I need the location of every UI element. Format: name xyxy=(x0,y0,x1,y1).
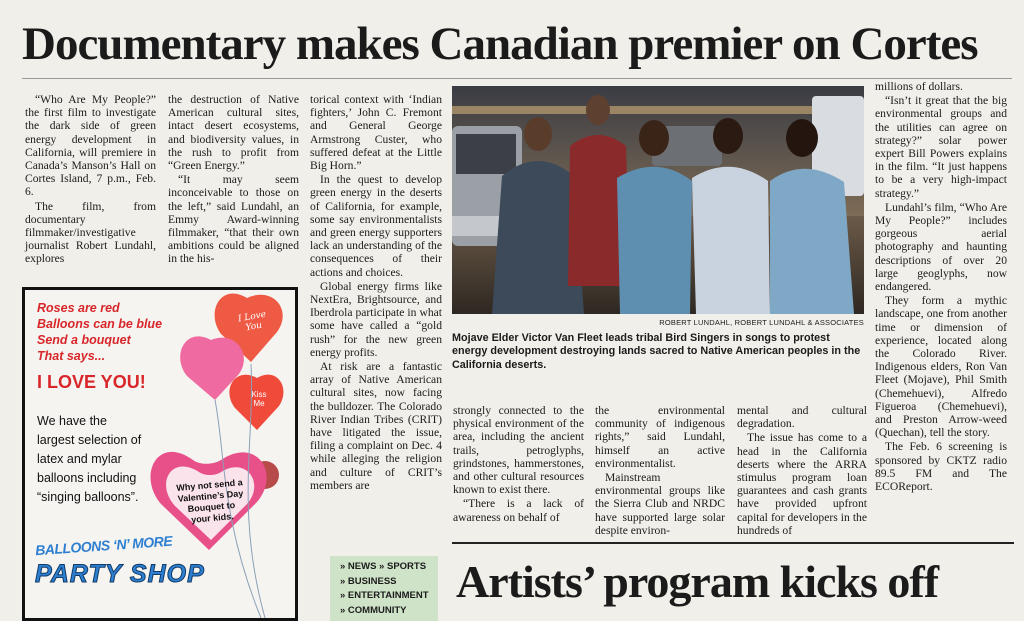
ad-poem-line: Send a bouquet xyxy=(37,333,131,347)
paragraph: mental and cultural degradation. xyxy=(737,404,867,431)
paragraph: “Who Are My People?” the first film to investigate the dark side of green energy development in California, will premiere in Canada’s Manson’s Hall on Cortes Island, 7 p.m., Feb. 6. xyxy=(25,93,156,199)
shop-logo xyxy=(34,532,215,610)
ad-body-line: We have the xyxy=(37,414,107,428)
divider xyxy=(452,542,1014,544)
ad-love-text: I LOVE YOU! xyxy=(37,372,146,392)
balloon-text: Kiss Me xyxy=(251,390,267,408)
logo-bottom-text: PARTY SHOP xyxy=(35,560,205,588)
paragraph: “Isn’t it great that the big environmental groups and the utilities can agree on strategy?” solar power expert Bill Powers explains in the film. “It just happens to be a very high-impact strategy.” xyxy=(875,94,1007,200)
photo-credit: ROBERT LUNDAHL, ROBERT LUNDAHL & ASSOCIATES xyxy=(659,318,864,327)
divider xyxy=(22,78,1012,79)
paragraph: They form a mythic landscape, one from another time or dimension of experience, located along the Colorado River. Indigenous elders, Ron Van Fleet (Mojave), Phil Smith (Chemehuevi), Alfredo Figueroa (Chemehuevi), and Preston Arrow-weed (Quechan), tell the story. xyxy=(875,294,1007,440)
article-column-7 xyxy=(875,80,1007,494)
ad-body-line: largest selection of xyxy=(37,433,142,447)
paragraph: In the quest to develop green energy in the deserts of California, for example, some say environmentalists and green energy supporters lack an understanding of the consequences of their actions and choices. xyxy=(310,173,442,279)
article-column-4 xyxy=(453,404,584,525)
article-column-1 xyxy=(25,93,156,267)
section-item[interactable]: » BUSINESS xyxy=(340,575,397,587)
ad-poem-line: Roses are red xyxy=(37,301,120,315)
balloon-text: I Love You xyxy=(237,309,267,334)
headline: Documentary makes Canadian premier on Cortes xyxy=(22,18,978,70)
ad-poem-line: That says... xyxy=(37,349,106,363)
article-column-3 xyxy=(310,93,442,493)
ad-body-line: “singing balloons”. xyxy=(37,490,139,504)
paragraph: Lundahl’s film, “Who Are My People?” includes gorgeous aerial photography and haunting descriptions of over 20 large geoglyphs, now endangered. xyxy=(875,200,1007,294)
photo-caption: Mojave Elder Victor Van Fleet leads tribal Bird Singers in songs to protest energy development destroying lands sacred to Native American peoples in the California deserts. xyxy=(452,332,861,371)
paragraph: The film, from documentary filmmaker/investigative journalist Robert Lundahl, explores xyxy=(25,199,156,266)
article-column-2 xyxy=(168,93,299,267)
logo-top-text: BALLOONS ‘N’ MORE xyxy=(34,532,173,559)
article-column-5 xyxy=(595,404,725,538)
paragraph: “There is a lack of awareness on behalf of xyxy=(453,497,584,524)
paragraph: the environmental community of indigenous rights,” said Lundahl, himself an active environmentalist. xyxy=(595,404,725,470)
section-item[interactable]: » COMMUNITY xyxy=(340,604,407,616)
second-headline: Artists’ program kicks off xyxy=(456,556,939,607)
paragraph: Mainstream environmental groups like the Sierra Club and NRDC have supported large solar despite environ- xyxy=(595,471,725,537)
heart-text: Why not send a Valentine’s Day Bouquet to your kids. xyxy=(175,477,244,525)
ad-body-line: latex and mylar xyxy=(37,452,122,466)
article-column-6 xyxy=(737,404,867,538)
paragraph: The issue has come to a head in the California deserts where the ARRA stimulus program loan guarantees and cash grants have provided upfront capital for developers in the hundreds of xyxy=(737,431,867,537)
paragraph: millions of dollars. xyxy=(875,80,963,93)
paragraph: At risk are a fantastic array of Native American cultural sites, now facing the bulldozer. The Colorado River Indian Tribes (CRIT) have litigated the issue, filing a complaint on Dec. 4 while alleging the religion and culture of CRIT’s members are xyxy=(310,360,442,492)
paragraph: torical context with ‘Indian fighters,’ John C. Fremont and General George Armstrong Custer, who suffered defeat at the Little Big Horn.” xyxy=(310,93,442,173)
balloon-shop-ad xyxy=(22,287,298,621)
section-item[interactable]: » NEWS » SPORTS xyxy=(340,561,427,572)
paragraph: the destruction of Native American cultural sites, intact desert ecosystems, and biodiversity values, in the rush to profit from “Green Energy.” xyxy=(168,93,299,173)
sections-box xyxy=(330,556,438,621)
ad-body-line: balloons including xyxy=(37,471,137,485)
ad-poem-line: Balloons can be blue xyxy=(37,317,163,331)
paragraph: The Feb. 6 screening is sponsored by CKTZ radio 89.5 FM and The ECOReport. xyxy=(875,440,1007,494)
section-item[interactable]: » ENTERTAINMENT xyxy=(340,590,429,601)
photo-illustration xyxy=(452,86,864,314)
news-photo xyxy=(452,86,864,314)
paragraph: strongly connected to the physical environment of the area, including the ancient trails, petroglyphs, grindstones, hammerstones, and other cultural resources known to exist there. xyxy=(453,404,584,497)
paragraph: “It may seem inconceivable to those on the left,” said Lundahl, an Emmy Award-winning filmmaker, “that their own ambitions could be aligned in the his- xyxy=(168,173,299,266)
paragraph: Global energy firms like NextEra, Brightsource, and Iberdrola participate in what some have called a “gold rush” for the new green energy profits. xyxy=(310,279,442,359)
